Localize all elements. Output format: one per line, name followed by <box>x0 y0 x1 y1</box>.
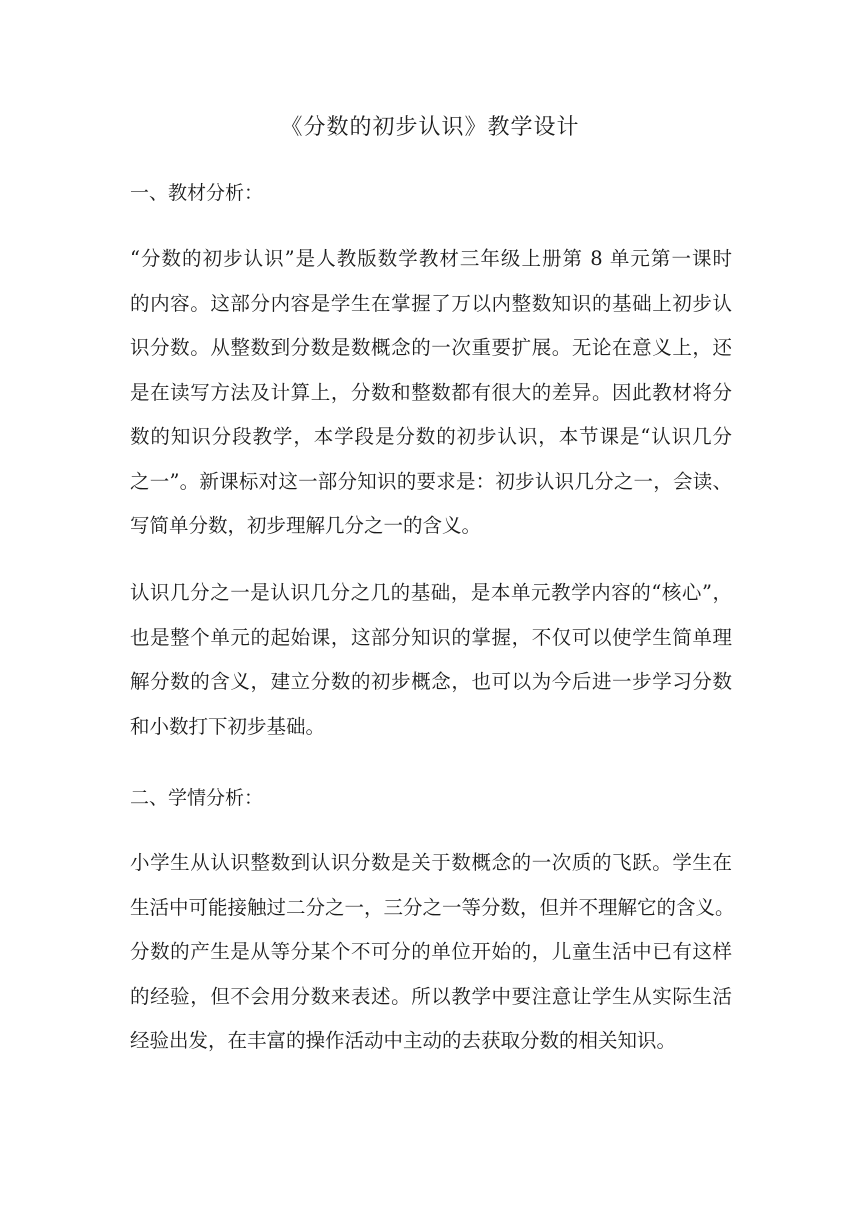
text-line: 生活中可能接触过二分之一，三分之一等分数，但并不理解它的含义。 <box>130 895 735 919</box>
paragraph-textbook-analysis-1 <box>130 237 732 549</box>
text-line: 分数的产生是从等分某个不可分的单位开始的，儿童生活中已有这样 <box>130 940 732 963</box>
text-line: 之一”。新课标对这一部分知识的要求是：初步认识几分之一，会读、 <box>130 469 732 493</box>
text-line: 的内容。这部分内容是学生在掌握了万以内整数知识的基础上初步认 <box>130 291 732 315</box>
text-line: 数的知识分段教学，本学段是分数的初步认识，本节课是“认识几分 <box>130 425 732 448</box>
text-line: 也是整个单元的起始课，这部分知识的掌握，不仅可以使学生简单理 <box>130 625 732 649</box>
text-line: 小学生从认识整数到认识分数是关于数概念的一次质的飞跃。学生在 <box>130 851 732 874</box>
paragraph-textbook-analysis-2 <box>130 571 732 749</box>
text-line: 的经验，但不会用分数来表述。所以教学中要注意让学生从实际生活 <box>130 984 732 1008</box>
paragraph-student-analysis-1 <box>130 841 735 1064</box>
text-line: 认识几分之一是认识几分之几的基础，是本单元教学内容的“核心”， <box>130 581 732 604</box>
text-line: “分数的初步认识”是人教版数学教材三年级上册第 8 单元第一课时 <box>130 247 732 270</box>
text-line: 是在读写方法及计算上，分数和整数都有很大的差异。因此教材将分 <box>130 380 732 404</box>
text-line: 解分数的含义，建立分数的初步概念，也可以为今后进一步学习分数 <box>130 670 732 693</box>
text-line: 识分数。从整数到分数是数概念的一次重要扩展。无论在意义上，还 <box>130 336 732 359</box>
text-line: 写简单分数，初步理解几分之一的含义。 <box>130 514 482 537</box>
text-line: 和小数打下初步基础。 <box>130 714 326 738</box>
text-line: 经验出发，在丰富的操作活动中主动的去获取分数的相关知识。 <box>130 1029 677 1052</box>
section-heading-student-analysis: 二、学情分析： <box>130 787 264 809</box>
section-heading-textbook-analysis: 一、教材分析： <box>130 182 264 204</box>
document-title: 《分数的初步认识》教学设计 <box>280 115 580 140</box>
